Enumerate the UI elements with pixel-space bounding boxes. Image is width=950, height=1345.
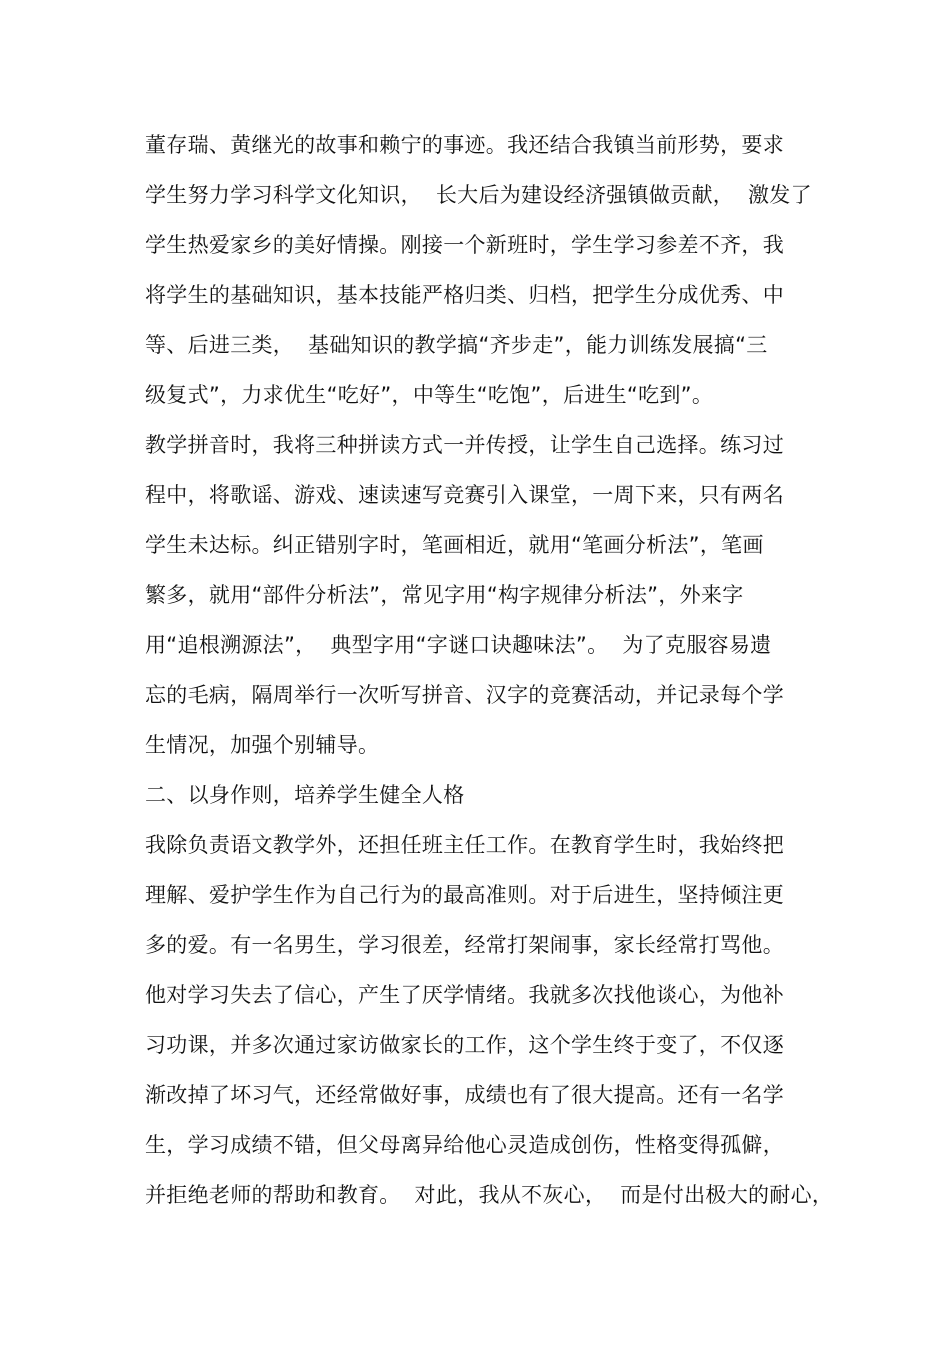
text-line-13: 生情况，加强个别辅导。 (145, 733, 380, 757)
text-line-22: 并拒绝老师的帮助和教育。 对此，我从不灰心， 而是付出极大的耐心， (145, 1183, 834, 1207)
text-line-1: 董存瑞、黄继光的故事和赖宁的事迹。我还结合我镇当前形势，要求 (145, 133, 784, 157)
text-line-7: 教学拼音时，我将三种拼读方式一并传授，让学生自己选择。练习过 (145, 433, 784, 457)
text-line-19: 习功课，并多次通过家访做家长的工作，这个学生终于变了，不仅逐 (145, 1033, 784, 1057)
text-line-15: 我除负责语文教学外，还担任班主任工作。在教育学生时，我始终把 (145, 833, 784, 857)
text-line-8: 程中，将歌谣、游戏、速读速写竞赛引入课堂，一周下来，只有两名 (145, 483, 784, 507)
text-line-4: 将学生的基础知识，基本技能严格归类、归档，把学生分成优秀、中 (145, 283, 784, 307)
section-heading: 二、以身作则，培养学生健全人格 (145, 783, 465, 807)
text-line-16: 理解、爱护学生作为自己行为的最高准则。对于后进生，坚持倾注更 (145, 883, 784, 907)
body-text (145, 120, 865, 1220)
text-line-3: 学生热爱家乡的美好情操。刚接一个新班时，学生学习参差不齐，我 (145, 233, 784, 257)
text-line-12: 忘的毛病，隔周举行一次听写拼音、汉字的竞赛活动，并记录每个学 (145, 683, 784, 707)
text-line-2: 学生努力学习科学文化知识， 长大后为建设经济强镇做贡献， 激发了 (145, 183, 812, 207)
text-line-20: 渐改掉了坏习气，还经常做好事，成绩也有了很大提高。还有一名学 (145, 1083, 784, 1107)
text-line-6: 级复式”，力求优生“吃好”，中等生“吃饱”，后进生“吃到”。 (145, 383, 714, 407)
text-line-9: 学生未达标。纠正错别字时，笔画相近，就用“笔画分析法”，笔画 (145, 533, 764, 557)
text-line-18: 他对学习失去了信心，产生了厌学情绪。我就多次找他谈心，为他补 (145, 983, 784, 1007)
text-line-11: 用“追根溯源法”， 典型字用“字谜口诀趣味法”。 为了克服容易遗 (145, 633, 772, 657)
text-line-17: 多的爱。有一名男生，学习很差，经常打架闹事，家长经常打骂他。 (145, 933, 784, 957)
text-line-10: 繁多，就用“部件分析法”，常见字用“构字规律分析法”，外来字 (145, 583, 744, 607)
text-line-21: 生，学习成绩不错，但父母离异给他心灵造成创伤，性格变得孤僻， (145, 1133, 784, 1157)
text-line-5: 等、后进三类， 基础知识的教学搞“齐步走”，能力训练发展搞“三 (145, 333, 768, 357)
